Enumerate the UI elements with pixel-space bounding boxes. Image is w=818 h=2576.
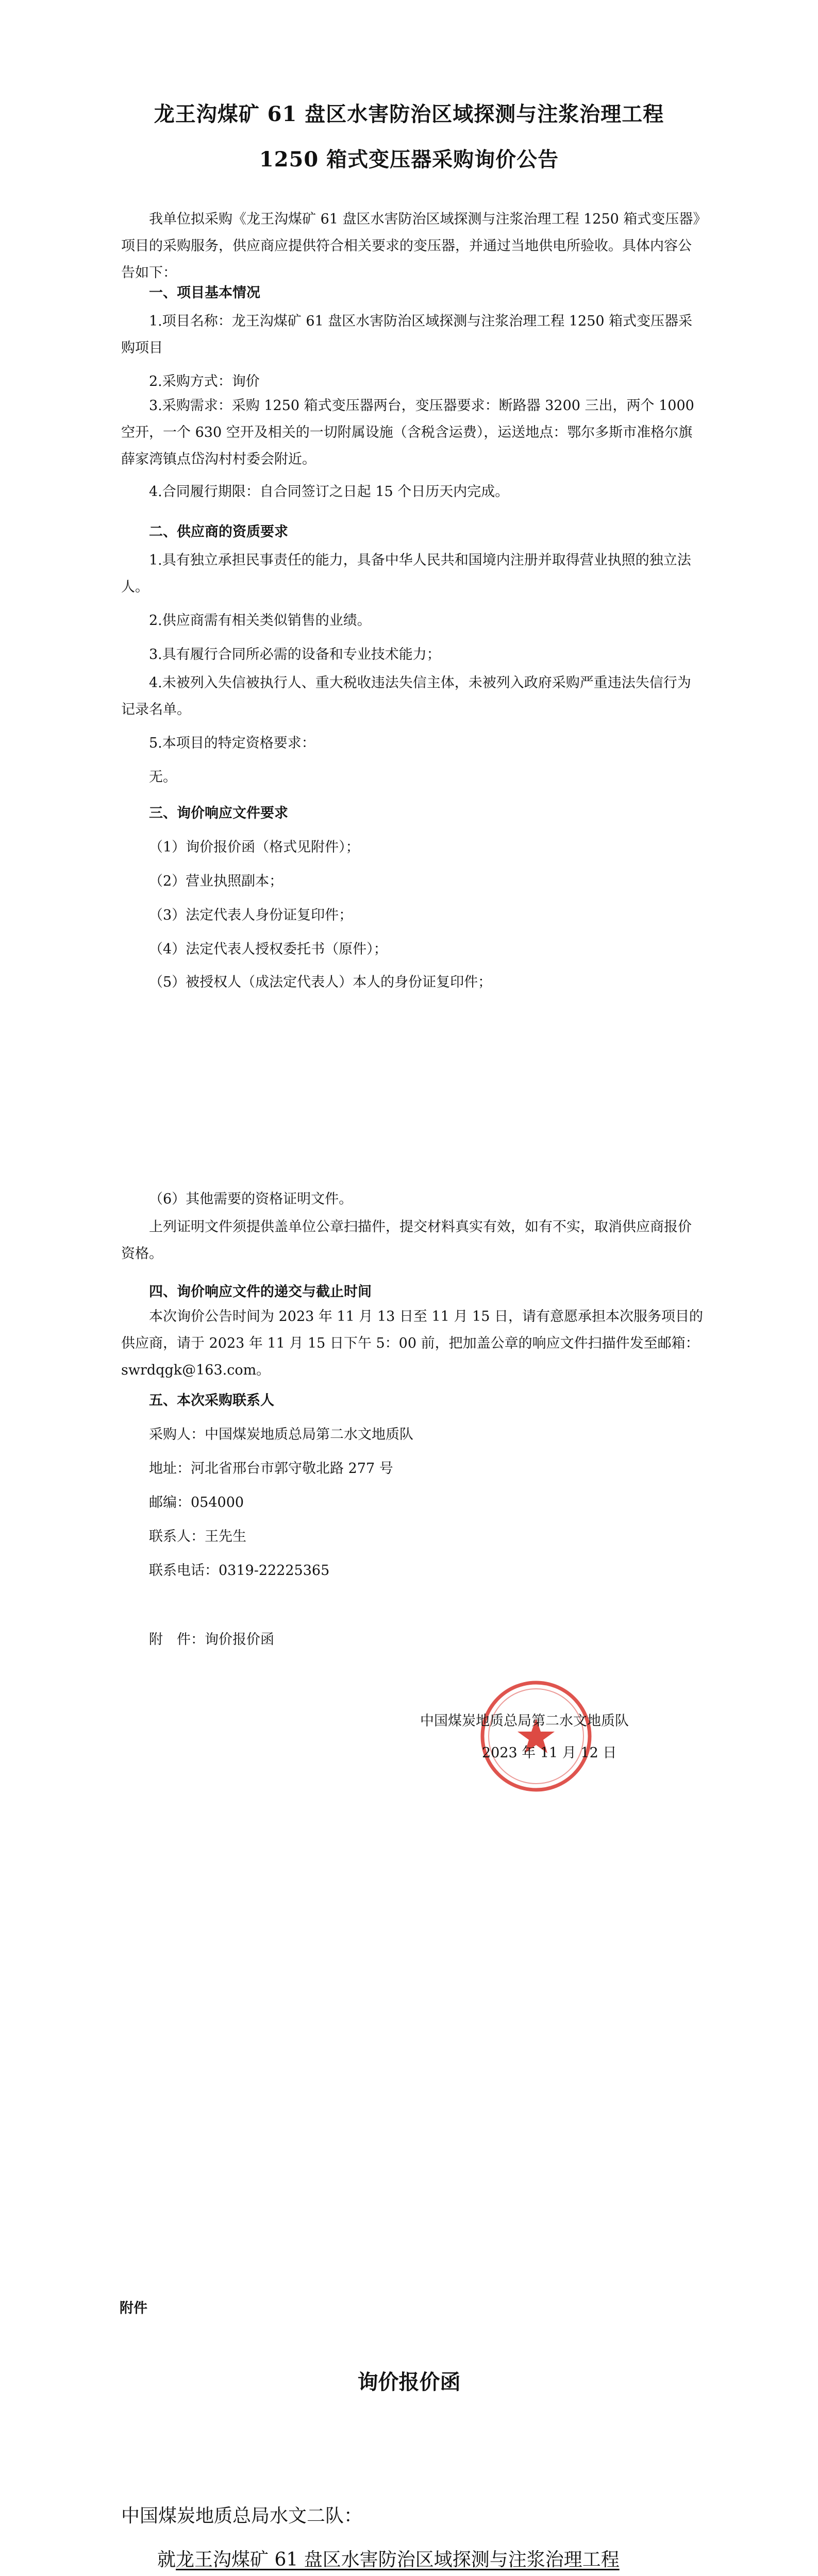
s1-item2: 2.采购方式：询价 <box>149 374 260 389</box>
section-2-heading: 二、供应商的资质要求 <box>149 524 288 540</box>
s1-item4: 4.合同履行期限：自合同签订之日起 15 个日历天内完成。 <box>149 484 509 500</box>
s3-item5: （5）被授权人（成法定代表人）本人的身份证复印件； <box>149 974 492 990</box>
s2-none: 无。 <box>149 769 177 785</box>
s1-item1: 1.项目名称：龙王沟煤矿 61 盘区水害防治区域探测与注浆治理工程 1250 箱式变压器采购项目 <box>121 313 693 356</box>
s3-note: 上列证明文件须提供盖单位公章扫描件，提交材料真实有效，如有不实，取消供应商报价资格。 <box>121 1219 692 1262</box>
s2-item3: 3.具有履行合同所必需的设备和专业技术能力； <box>149 647 441 663</box>
signer-org: 中国煤炭地质总局第二水文地质队 <box>420 1713 629 1729</box>
s2-item5: 5.本项目的特定资格要求： <box>149 735 315 751</box>
section-5-heading: 五、本次采购联系人 <box>149 1393 274 1409</box>
attachment-note: 附 件：询价报价函 <box>149 1632 274 1648</box>
s5-phone: 联系电话：0319-22225365 <box>149 1563 330 1579</box>
section-4-heading: 四、询价响应文件的递交与截止时间 <box>149 1284 372 1300</box>
attachment-addressee: 中国煤炭地质总局水文二队： <box>121 2505 363 2527</box>
s5-postcode: 邮编：054000 <box>149 1495 244 1511</box>
signer-date: 2023 年 11 月 12 日 <box>482 1745 617 1761</box>
s5-contact: 联系人：王先生 <box>149 1529 246 1545</box>
project-name-part1: 龙王沟煤矿 61 盘区水害防治区域探测与注浆治理工程 <box>176 2549 620 2570</box>
section-3-heading: 三、询价响应文件要求 <box>149 805 288 821</box>
section-1-heading: 一、项目基本情况 <box>149 285 260 301</box>
s5-address: 地址：河北省邢台市郭守敬北路 277 号 <box>149 1461 393 1477</box>
s4-text: 本次询价公告时间为 2023 年 11 月 13 日至 11 月 15 日，请有意愿承担本次服务项目的供应商，请于 2023 年 11 月 15 日下午 5：00 前，把加盖公章的响应文件扫描件发至邮箱：swrdqgk@163.com。 <box>121 1309 703 1378</box>
s3-item2: （2）营业执照副本； <box>149 873 283 889</box>
s2-item1: 1.具有独立承担民事责任的能力，具备中华人民共和国境内注册并取得营业执照的独立法人。 <box>121 552 691 595</box>
notice-title-line1: 龙王沟煤矿 61 盘区水害防治区域探测与注浆治理工程 <box>154 102 664 126</box>
body-prefix: 就 <box>157 2549 176 2570</box>
notice-intro: 我单位拟采购《龙王沟煤矿 61 盘区水害防治区域探测与注浆治理工程 1250 箱式变压器》项目的采购服务，供应商应提供符合相关要求的变压器，并通过当地供电所验收。具体内容公告如下： <box>121 211 700 281</box>
s3-item4: （4）法定代表人授权委托书（原件）； <box>149 941 388 957</box>
s2-item2: 2.供应商需有相关类似销售的业绩。 <box>149 613 371 629</box>
s3-item6: （6）其他需要的资格证明文件。 <box>149 1191 353 1207</box>
s3-item1: （1）询价报价函（格式见附件）； <box>149 839 360 855</box>
official-seal-icon <box>477 1677 595 1795</box>
attachment-body-line1 <box>157 2545 620 2571</box>
attachment-title: 询价报价函 <box>357 2370 461 2394</box>
s2-item4: 4.未被列入失信被执行人、重大税收违法失信主体，未被列入政府采购严重违法失信行为记录名单。 <box>121 675 691 718</box>
s1-item3: 3.采购需求：采购 1250 箱式变压器两台，变压器要求：断路器 3200 三出，两个 1000 空开，一个 630 空开及相关的一切附属设施（含税含运费），运送地点：鄂尔多斯市准格尔旗薛家湾镇点岱沟村村委会附近。 <box>121 398 694 467</box>
notice-title-line2: 1250 箱式变压器采购询价公告 <box>259 147 559 172</box>
attachment-label: 附件 <box>120 2300 147 2316</box>
s3-item3: （3）法定代表人身份证复印件； <box>149 907 353 923</box>
s5-buyer: 采购人：中国煤炭地质总局第二水文地质队 <box>149 1427 413 1443</box>
